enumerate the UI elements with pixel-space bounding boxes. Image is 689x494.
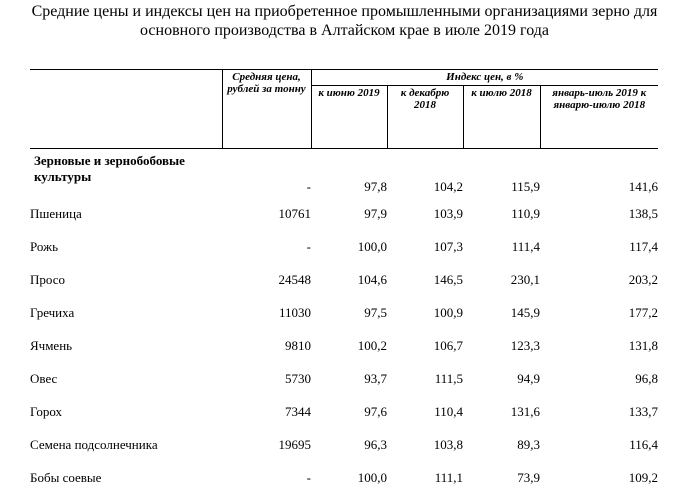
cell-index-july: 94,9 — [463, 362, 540, 395]
header-index-december: к декабрю 2018 — [387, 86, 463, 149]
cell-index-june: 96,3 — [311, 428, 387, 461]
cell-avg-price: 19695 — [222, 428, 311, 461]
cell-crop-name: Просо — [30, 263, 222, 296]
cell-crop-name: Пшеница — [30, 197, 222, 230]
cell-index-jan-jul: 133,7 — [540, 395, 658, 428]
cell-crop-name: Рожь — [30, 230, 222, 263]
table-row — [30, 395, 658, 428]
cell-avg-price: 24548 — [222, 263, 311, 296]
table-row — [30, 329, 658, 362]
cell-index-july: 110,9 — [463, 197, 540, 230]
price-index-table — [30, 69, 658, 494]
cell-index-december: 104,2 — [387, 149, 463, 198]
header-index-jan-jul: январь-июль 2019 к январю-июлю 2018 — [540, 86, 658, 149]
table-row — [30, 296, 658, 329]
cell-index-june: 100,0 — [311, 230, 387, 263]
cell-index-june: 100,0 — [311, 461, 387, 494]
cell-index-july: 73,9 — [463, 461, 540, 494]
cell-index-july: 89,3 — [463, 428, 540, 461]
cell-index-jan-jul: 203,2 — [540, 263, 658, 296]
header-empty-cell — [30, 70, 222, 149]
cell-crop-name: Овес — [30, 362, 222, 395]
cell-index-june: 97,6 — [311, 395, 387, 428]
table-row-group — [30, 149, 658, 198]
cell-index-jan-jul: 96,8 — [540, 362, 658, 395]
cell-index-july: 115,9 — [463, 149, 540, 198]
cell-crop-name: Семена подсолнечника — [30, 428, 222, 461]
cell-index-jan-jul: 138,5 — [540, 197, 658, 230]
table-row — [30, 263, 658, 296]
cell-index-december: 111,1 — [387, 461, 463, 494]
cell-avg-price: 10761 — [222, 197, 311, 230]
cell-index-december: 100,9 — [387, 296, 463, 329]
cell-index-june: 97,5 — [311, 296, 387, 329]
cell-index-july: 131,6 — [463, 395, 540, 428]
cell-index-december: 110,4 — [387, 395, 463, 428]
cell-index-june: 104,6 — [311, 263, 387, 296]
cell-crop-name: Гречиха — [30, 296, 222, 329]
cell-index-december: 103,8 — [387, 428, 463, 461]
table-row — [30, 230, 658, 263]
cell-avg-price: - — [222, 230, 311, 263]
cell-index-jan-jul: 177,2 — [540, 296, 658, 329]
cell-index-jan-jul: 116,4 — [540, 428, 658, 461]
cell-avg-price: - — [222, 461, 311, 494]
table-body — [30, 149, 658, 494]
cell-crop-name: Бобы соевые — [30, 461, 222, 494]
cell-index-december: 106,7 — [387, 329, 463, 362]
cell-index-july: 111,4 — [463, 230, 540, 263]
cell-avg-price: 7344 — [222, 395, 311, 428]
cell-index-december: 103,9 — [387, 197, 463, 230]
table-row — [30, 428, 658, 461]
cell-crop-name: Ячмень — [30, 329, 222, 362]
cell-avg-price: - — [222, 149, 311, 198]
cell-index-july: 230,1 — [463, 263, 540, 296]
cell-index-jan-jul: 131,8 — [540, 329, 658, 362]
document-title — [0, 2, 689, 40]
title-line-2: основного производства в Алтайском крае в июле 2019 года — [0, 21, 689, 40]
table-row — [30, 197, 658, 230]
cell-avg-price: 5730 — [222, 362, 311, 395]
header-index-june: к июню 2019 — [311, 86, 387, 149]
cell-index-jan-jul: 109,2 — [540, 461, 658, 494]
cell-crop-name: Зерновые и зернобобовые культуры — [30, 149, 222, 198]
header-index-july: к июлю 2018 — [463, 86, 540, 149]
cell-index-jan-jul: 141,6 — [540, 149, 658, 198]
cell-avg-price: 11030 — [222, 296, 311, 329]
cell-index-december: 146,5 — [387, 263, 463, 296]
title-line-1: Средние цены и индексы цен на приобретенное промышленными организациями зерно для — [0, 2, 689, 21]
header-price-index-group: Индекс цен, в % — [311, 70, 658, 86]
cell-index-june: 97,9 — [311, 197, 387, 230]
cell-index-december: 107,3 — [387, 230, 463, 263]
cell-index-june: 97,8 — [311, 149, 387, 198]
cell-avg-price: 9810 — [222, 329, 311, 362]
header-avg-price: Средняя цена, рублей за тонну — [222, 70, 311, 149]
cell-index-july: 123,3 — [463, 329, 540, 362]
cell-crop-name: Горох — [30, 395, 222, 428]
cell-index-jan-jul: 117,4 — [540, 230, 658, 263]
cell-index-june: 100,2 — [311, 329, 387, 362]
table-row — [30, 362, 658, 395]
table-header — [30, 70, 658, 149]
cell-index-june: 93,7 — [311, 362, 387, 395]
cell-index-december: 111,5 — [387, 362, 463, 395]
table-row — [30, 461, 658, 494]
cell-index-july: 145,9 — [463, 296, 540, 329]
